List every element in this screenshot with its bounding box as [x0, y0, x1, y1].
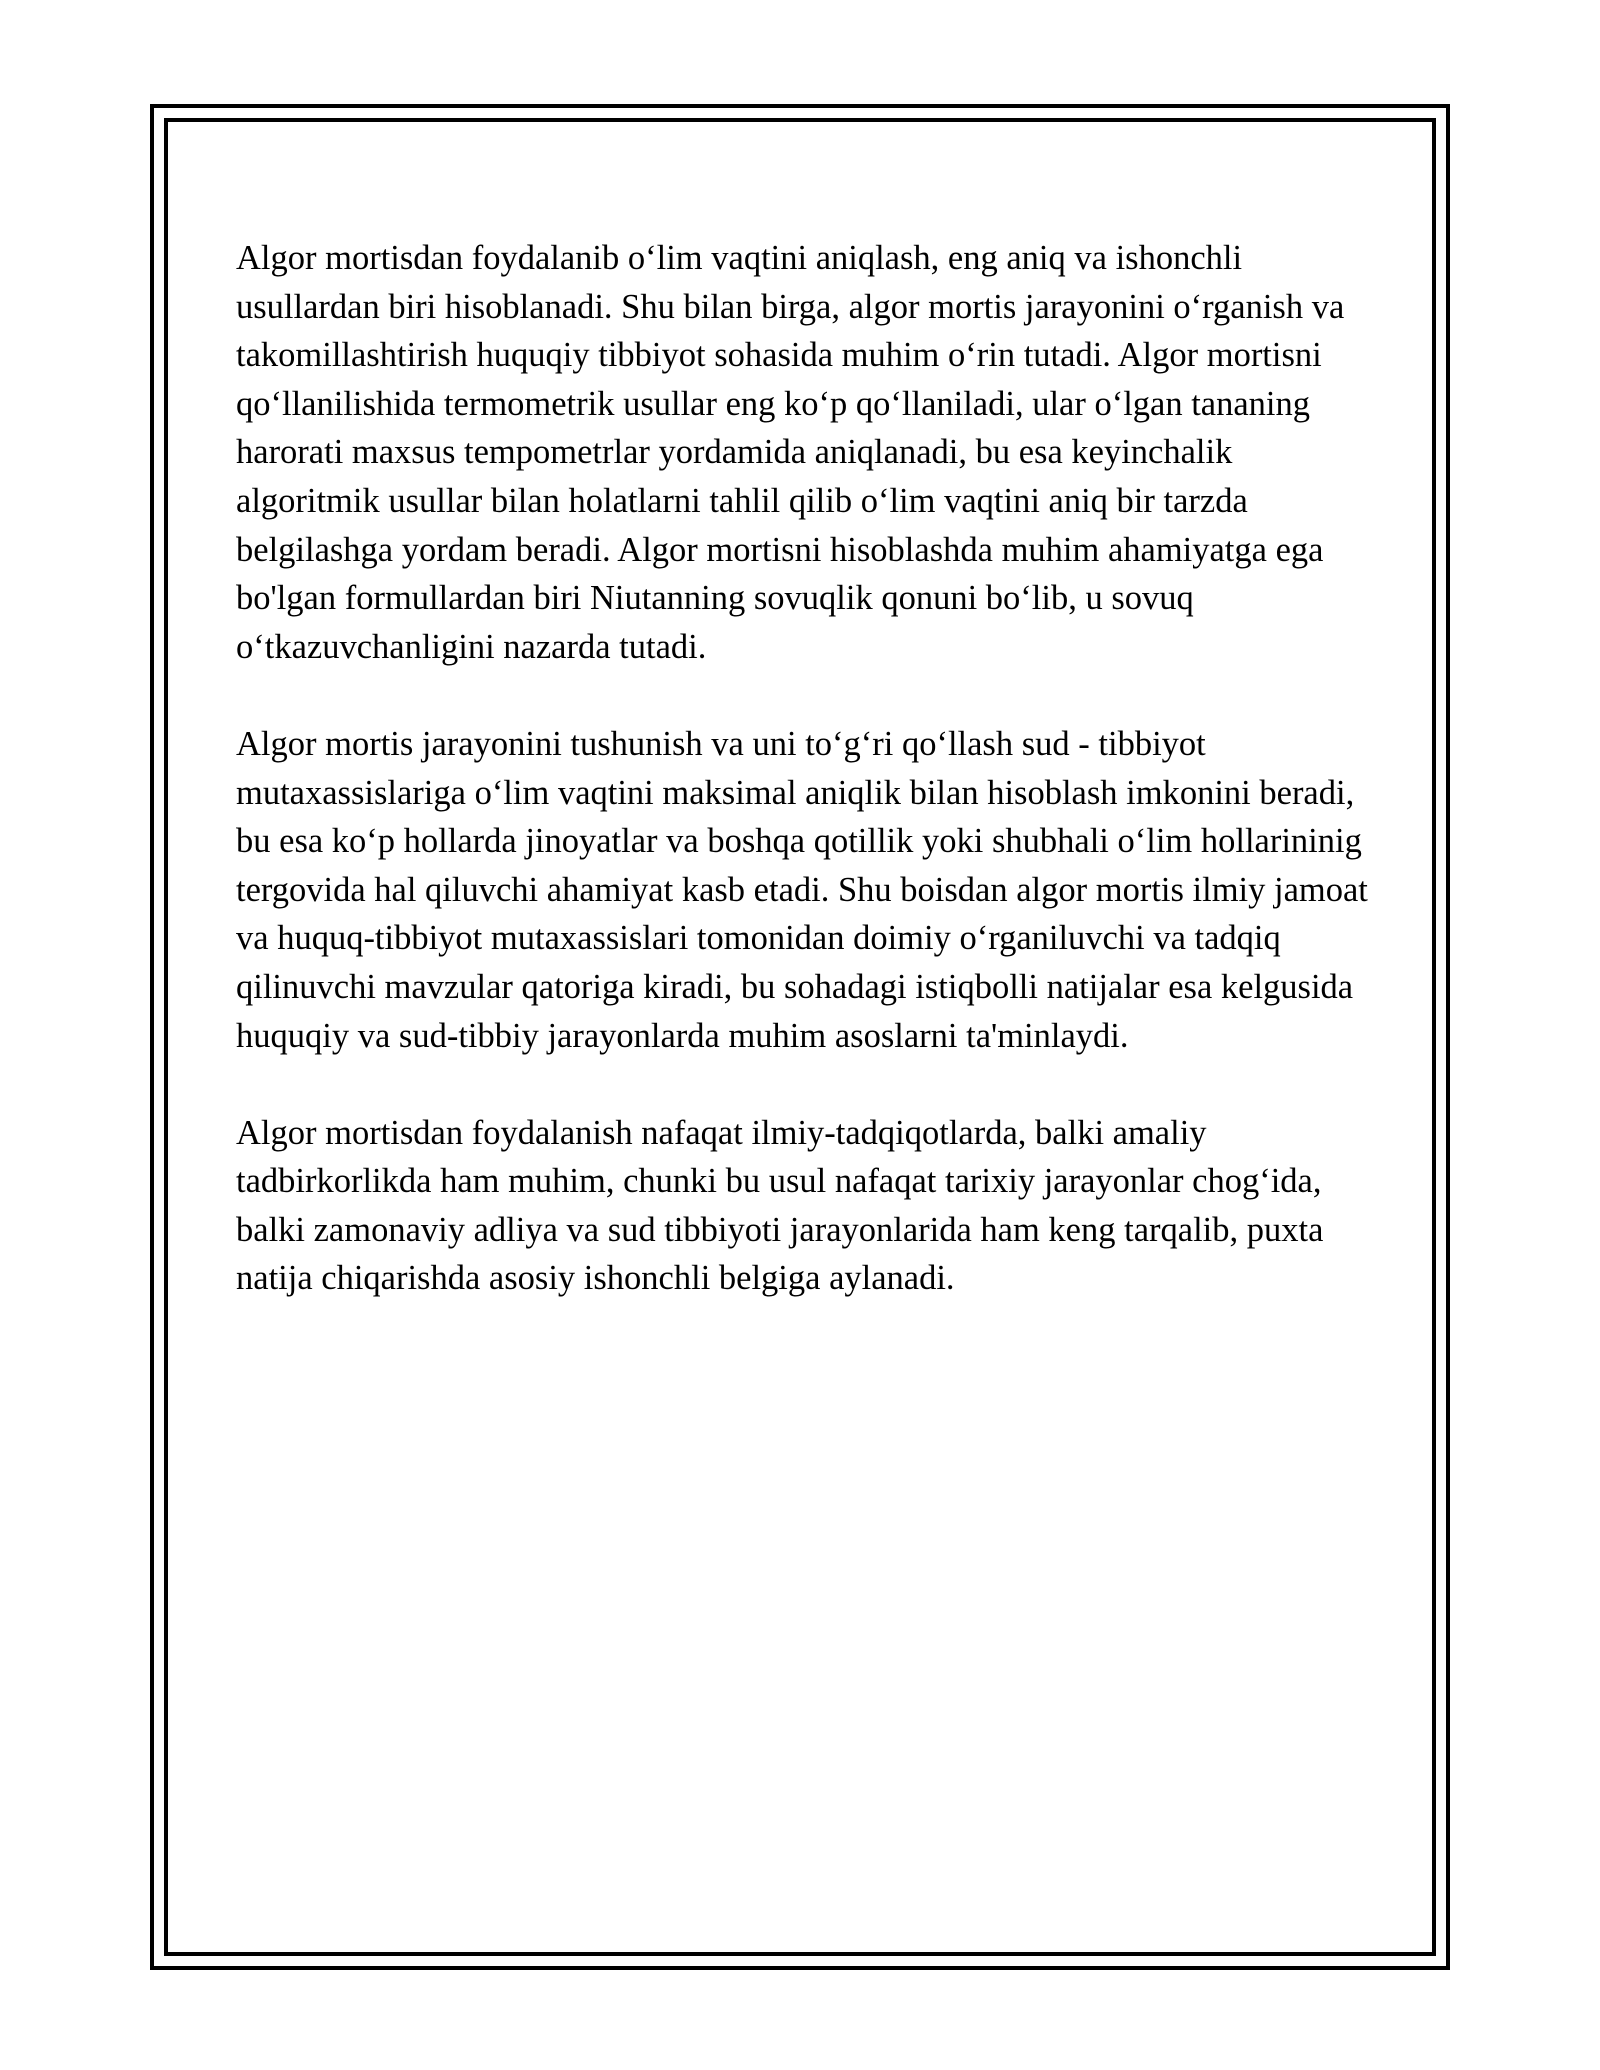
document-body: [236, 234, 1376, 1352]
paragraph-1: Algor mortisdan foydalanib o‘lim vaqtini aniqlash, eng aniq va ishonchli usullardan biri hisoblanadi. Shu bilan birga, algor mortis jarayonini o‘rganish va takomillashtirish huquqiy tibbiyot sohasida muhim o‘rin tutadi. Algor mortisni qo‘llanilishida termometrik usullar eng ko‘p qo‘llaniladi, ular o‘lgan tananing harorati maxsus tempometrlar yordamida aniqlanadi, bu esa keyinchalik algoritmik usullar bilan holatlarni tahlil qilib o‘lim vaqtini aniq bir tarzda belgilashga yordam beradi. Algor mortisni hisoblashda muhim ahamiyatga ega bo'lgan formullardan biri Niutanning sovuqlik qonuni bo‘lib, u sovuq o‘tkazuvchanligini nazarda tutadi.: [236, 239, 1345, 666]
paragraph-3: Algor mortisdan foydalanish nafaqat ilmiy-tadqiqotlarda, balki amaliy tadbirkorlikda ham muhim, chunki bu usul nafaqat tarixiy jarayonlar chog‘ida, balki zamonaviy adliya va sud tibbiyoti jarayonlarida ham keng tarqalib, puxta natija chiqarishda asosiy ishonchli belgiga aylanadi.: [236, 1113, 1324, 1298]
paragraph-2: Algor mortis jarayonini tushunish va uni to‘g‘ri qo‘llash sud - tibbiyot mutaxassislariga o‘lim vaqtini maksimal aniqlik bilan hisoblash imkonini beradi, bu esa ko‘p hollarda jinoyatlar va boshqa qotillik yoki shubhali o‘lim hollarininig tergovida hal qiluvchi ahamiyat kasb etadi. Shu boisdan algor mortis ilmiy jamoat va huquq-tibbiyot mutaxassislari tomonidan doimiy o‘rganiluvchi va tadqiq qilinuvchi mavzular qatoriga kiradi, bu sohadagi istiqbolli natijalar esa kelgusida huquqiy va sud-tibbiy jarayonlarda muhim asoslarni ta'minlaydi.: [236, 724, 1368, 1055]
